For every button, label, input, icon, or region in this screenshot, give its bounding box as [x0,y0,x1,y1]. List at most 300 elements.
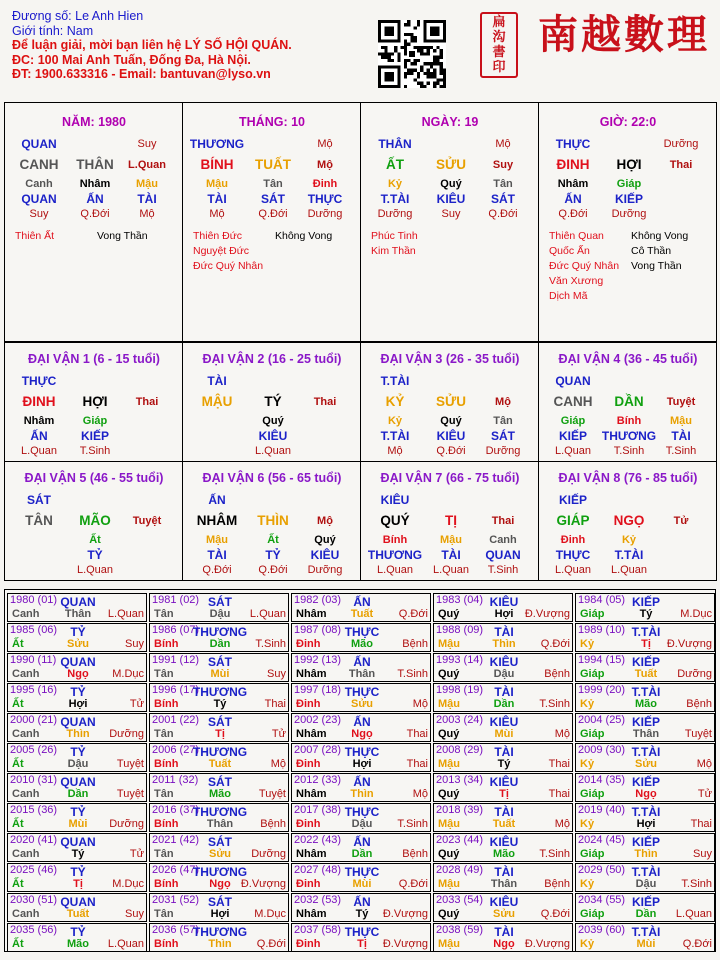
year-label: 2031 (52) [152,894,200,906]
star-bad: Cô Thần [631,245,672,257]
hidden-stem-god: TÀI [137,192,157,206]
hidden-stem-god: THỰC [555,548,591,562]
year-cell [291,593,431,622]
year-branch: Ngọ [635,788,657,800]
year-ten-god: SÁT [208,895,232,909]
year-ten-god: TÀI [494,865,514,879]
year-label: 2007 (28) [294,744,342,756]
year-ten-god: T.TÀI [631,805,661,819]
year-label: 2000 (21) [10,714,58,726]
year-ten-god: T.TÀI [631,745,661,759]
year-label: 1988 (09) [436,624,484,636]
dai-van-2 [182,342,361,462]
year-cell [291,893,431,922]
pillar-earthly-branch: HỢI [616,157,642,172]
year-stem: Bính [154,878,179,890]
year-cell [149,623,289,652]
year-label: 1995 (16) [10,684,58,696]
hidden-stem-god: THỰC [307,192,343,206]
year-stem: Tân [154,608,174,620]
hidden-stem: Tân [263,178,283,190]
pillar-3 [360,102,539,342]
year-branch: Ngọ [351,728,373,740]
year-stem: Ất [12,698,24,710]
seal-glyph: 沟 [492,30,506,45]
year-label: 2020 (41) [10,834,58,846]
year-state: T.Sinh [255,638,286,650]
hidden-stem-state: T.Sinh [79,445,111,457]
star-bad: Không Vong [275,230,333,242]
year-stem: Quý [438,788,460,800]
dai-van-stem: QUÝ [380,513,410,528]
year-ten-god: THƯƠNG [192,625,248,639]
year-branch: Mùi [68,818,88,830]
hidden-stem-god: THƯƠNG [601,429,657,443]
hidden-stem-god: QUAN [485,548,521,562]
hidden-stem: Giáp [616,178,642,190]
dai-van-state: Thai [313,396,337,408]
hidden-stem-god: ẤN [30,429,48,443]
year-state: Tử [129,698,144,710]
hidden-stem: Mậu [670,415,692,427]
star-bad: Không Vong [631,230,689,242]
year-state: Q.Đới [398,878,428,890]
seal-glyph: 扁 [492,15,506,30]
star-bad: Vong Thần [631,260,682,272]
year-stem: Nhâm [296,788,327,800]
hidden-stem: Canh [489,534,517,546]
pillar-title: THÁNG: 10 [239,115,305,129]
year-branch: Tuất [66,908,90,920]
year-cell [433,773,573,802]
hidden-stem-god: THƯƠNG [367,548,423,562]
year-cell [7,833,147,862]
year-stem: Tân [154,908,174,920]
year-ten-god: THỰC [344,625,380,639]
year-stem: Bính [154,818,179,830]
year-branch: Sửu [492,908,516,920]
year-stem: Đinh [296,818,321,830]
year-branch: Dậu [351,818,373,830]
dai-van-stem: MẬU [201,394,233,409]
star-good: Thiên Đức [193,230,243,242]
dai-van-god: KIÊU [380,493,410,507]
year-cell [575,593,715,622]
year-label: 1986 (07) [152,624,200,636]
year-label: 1981 (02) [152,594,200,606]
hidden-stem-state: Q.Đới [258,208,288,220]
year-stem: Giáp [580,668,605,680]
hidden-stem-state: L.Quan [76,564,114,576]
hidden-stem-state: Q.Đới [558,208,588,220]
hidden-stem: Canh [25,178,53,190]
dai-van-branch: TÝ [264,394,282,409]
year-ten-god: QUAN [60,595,96,609]
year-state: Đ.Vượng [524,608,570,620]
year-label: 1999 (20) [578,684,626,696]
year-ten-god: T.TÀI [631,685,661,699]
owner-info-line: Đương số: Le Anh Hien [12,9,144,23]
year-label: 2011 (32) [152,774,199,786]
year-branch: Tý [497,758,511,770]
year-ten-god: THƯƠNG [192,685,248,699]
year-label: 1985 (06) [10,624,58,636]
year-cell [433,683,573,712]
year-ten-god: KIẾP [631,775,660,789]
year-stem: Canh [12,908,40,920]
year-stem: Nhâm [296,608,327,620]
year-stem: Giáp [580,728,605,740]
qr-code-icon [378,20,446,88]
year-label: 1996 (17) [152,684,200,696]
year-label: 1991 (12) [152,654,200,666]
year-ten-god: KIÊU [489,835,519,849]
hidden-stem-state: Mộ [209,208,225,220]
year-cell [575,623,715,652]
year-cell [433,833,573,862]
year-branch: Tuất [208,758,232,770]
year-cell [7,593,147,622]
year-cell [7,923,147,952]
year-branch: Tị [357,938,367,950]
pillar-stem-god: THÂN [378,137,412,151]
year-stem: Quý [438,908,460,920]
year-cell [149,713,289,742]
year-ten-god: KIÊU [489,715,519,729]
hidden-stem-state: Q.Đới [258,564,288,576]
year-stem: Đinh [296,758,321,770]
year-cell [575,833,715,862]
year-stem: Tân [154,728,174,740]
hidden-stem-god: T.TÀI [380,192,410,206]
hidden-stem: Nhâm [557,178,589,190]
year-cell [7,773,147,802]
year-cell [291,623,431,652]
hidden-stem-god: ẤN [564,192,582,206]
star-good: Kim Thần [371,245,416,257]
year-branch: Thìn [634,848,658,860]
dai-van-title: ĐẠI VẬN 2 (16 - 25 tuổi) [202,352,342,366]
year-ten-god: KIÊU [489,895,519,909]
hidden-stem: Ất [89,534,101,546]
year-cell [149,863,289,892]
year-state: M.Dục [112,878,144,890]
hidden-stem-god: SÁT [491,192,515,206]
hidden-stem-god: KIẾP [80,429,110,443]
year-ten-god: TÀI [494,925,514,939]
year-label: 2012 (33) [294,774,342,786]
year-cell [149,833,289,862]
dai-van-3 [360,342,539,462]
dai-van-title: ĐẠI VẬN 3 (26 - 35 tuổi) [380,352,520,366]
year-ten-god: KIÊU [489,655,519,669]
year-state: Thai [406,758,428,770]
star-good: Quốc Ấn [549,245,590,257]
year-branch: Thân [206,818,234,830]
year-stem: Kỷ [580,698,595,710]
star-good: Đức Quý Nhân [193,260,264,272]
year-state: Dưỡng [109,818,144,830]
hidden-stem-god: KIÊU [436,429,466,443]
year-ten-god: THƯƠNG [192,745,248,759]
seal-glyph: 書 [492,45,506,60]
year-label: 2002 (23) [294,714,342,726]
year-label: 2016 (37) [152,804,200,816]
year-label: 1993 (14) [436,654,484,666]
dai-van-1 [4,342,183,462]
year-stem: Đinh [296,938,321,950]
year-ten-god: THỰC [344,865,380,879]
year-branch: Mão [493,848,515,860]
year-branch: Ngọ [493,938,515,950]
pillar-stem-state: Mộ [317,138,333,150]
pillar-title: NGÀY: 19 [421,115,479,129]
hidden-stem: Nhâm [79,178,111,190]
hidden-stem-state: L.Quan [254,445,292,457]
dai-van-title: ĐẠI VẬN 4 (36 - 45 tuổi) [558,352,698,366]
year-cell [7,863,147,892]
year-stem: Mậu [438,698,460,710]
year-branch: Dậu [209,608,231,620]
year-ten-god: TÀI [494,685,514,699]
year-ten-god: QUAN [60,775,96,789]
year-stem: Ất [12,758,24,770]
dai-van-god: ẤN [208,493,226,507]
year-cell [575,653,715,682]
hidden-stem: Mậu [206,534,228,546]
year-ten-god: TỶ [70,685,86,699]
year-stem: Mậu [438,758,460,770]
pillar-heavenly-stem: ĐINH [556,157,590,172]
dai-van-6 [182,461,361,581]
year-cell [575,773,715,802]
year-state: T.Sinh [681,878,712,890]
year-state: Bệnh [544,668,570,680]
contact-info-line: ĐC: 100 Mai Anh Tuấn, Đống Đa, Hà Nội. [12,52,251,67]
year-label: 2024 (45) [578,834,626,846]
year-state: Bệnh [402,638,428,650]
year-ten-god: QUAN [60,655,96,669]
year-ten-god: THỰC [344,745,380,759]
year-state: Mộ [554,728,570,740]
year-branch: Mão [635,698,657,710]
year-state: Tuyệt [116,788,144,800]
seal-glyph: 印 [492,60,506,75]
year-branch: Sửu [634,758,658,770]
year-branch: Dần [493,698,515,710]
year-cell [291,803,431,832]
hidden-stem-god: KIẾP [614,192,644,206]
year-state: Tuyệt [258,788,286,800]
contact-info-line: Để luận giải, mời bạn liên hệ LÝ SỐ HỘI QUÁN. [12,38,292,53]
year-cell [433,923,573,952]
year-stem: Kỷ [580,638,595,650]
year-branch: Tuất [492,818,516,830]
year-state: Bệnh [686,698,712,710]
year-label: 2036 (57) [152,924,200,936]
annual-table-frame [4,589,716,952]
year-stem: Đinh [296,698,321,710]
year-cell [433,863,573,892]
dai-van-8 [538,461,717,581]
pillar-heavenly-stem: CANH [19,157,59,172]
year-ten-god: SÁT [208,595,232,609]
year-ten-god: THƯƠNG [192,865,248,879]
year-label: 2039 (60) [578,924,626,936]
hidden-stem-state: Dưỡng [377,208,413,220]
dai-van-branch: SỬU [436,394,466,409]
year-cell [149,743,289,772]
pillar-branch-state: L.Quan [128,159,166,171]
year-stem: Canh [12,848,40,860]
year-cell [7,683,147,712]
year-stem: Canh [12,668,40,680]
year-state: Tử [271,728,286,740]
year-label: 1983 (04) [436,594,484,606]
hidden-stem-god: KIÊU [258,429,288,443]
year-state: Thai [548,788,570,800]
year-branch: Dậu [493,668,515,680]
year-stem: Canh [12,728,40,740]
year-ten-god: KIÊU [489,775,519,789]
year-ten-god: KIẾP [631,595,660,609]
year-stem: Kỷ [580,758,595,770]
pillar-earthly-branch: TUẤT [255,157,291,172]
owner-info-line: Giới tính: Nam [12,23,94,38]
year-state: Mộ [412,788,428,800]
year-branch: Mùi [210,668,230,680]
year-stem: Đinh [296,638,321,650]
year-cell [291,683,431,712]
hidden-stem: Quý [314,534,336,546]
dai-van-title: ĐẠI VẬN 8 (76 - 85 tuổi) [558,471,698,485]
hidden-stem-god: TÀI [207,192,227,206]
dai-van-5 [4,461,183,581]
year-branch: Tý [355,908,369,920]
year-branch: Hợi [494,608,514,620]
year-stem: Canh [12,788,40,800]
hidden-stem-god: T.TÀI [380,429,410,443]
hidden-stem-state: Dưỡng [611,208,647,220]
year-ten-god: TỶ [70,745,86,759]
year-cell [7,893,147,922]
dai-van-stem: ĐINH [22,394,56,409]
year-stem: Kỷ [580,878,595,890]
hidden-stem-state: Dưỡng [485,445,521,457]
year-cell [149,923,289,952]
year-cell [291,923,431,952]
year-cell [433,593,573,622]
chart-header [12,9,362,82]
year-cell [575,683,715,712]
year-state: Đ.Vượng [382,938,428,950]
year-ten-god: ẤN [353,655,371,669]
hidden-stem: Mậu [206,178,228,190]
hidden-stem-god: QUAN [21,192,57,206]
year-ten-god: KIẾP [631,655,660,669]
pillar-1 [4,102,183,342]
year-cell [433,803,573,832]
hidden-stem: Kỷ [387,415,403,427]
year-state: Thai [406,728,428,740]
year-state: Q.Đới [540,908,570,920]
year-ten-god: TỶ [70,865,86,879]
hidden-stem-god: SÁT [491,429,515,443]
year-label: 2029 (50) [578,864,626,876]
year-state: M.Dục [680,608,712,620]
year-branch: Ngọ [67,668,89,680]
year-label: 2032 (53) [294,894,342,906]
year-state: Đ.Vượng [666,638,712,650]
year-state: Đ.Vượng [382,908,428,920]
star-good: Đức Quý Nhân [549,260,620,272]
year-state: Q.Đới [398,608,428,620]
dai-van-branch: HỢI [82,394,108,409]
year-ten-god: ẤN [353,715,371,729]
hidden-stem: Tân [493,415,513,427]
year-ten-god: ẤN [353,775,371,789]
year-state: Mộ [412,698,428,710]
year-ten-god: THỰC [344,685,380,699]
year-branch: Tị [215,728,225,740]
year-label: 1994 (15) [578,654,626,666]
dai-van-branch: THÌN [257,513,289,528]
year-cell [7,623,147,652]
year-cell [7,653,147,682]
dai-van-branch: DẦN [614,394,644,409]
year-cell [433,743,573,772]
year-state: Thai [548,758,570,770]
hidden-stem-god: KIẾP [558,429,588,443]
year-cell [291,863,431,892]
year-stem: Canh [12,608,40,620]
year-state: Mộ [696,758,712,770]
hidden-stem-god: ẤN [86,192,104,206]
hidden-stem-god: TÀI [671,429,691,443]
year-stem: Mậu [438,638,460,650]
year-cell [575,893,715,922]
year-state: Suy [693,848,712,860]
dai-van-title: ĐẠI VẬN 7 (66 - 75 tuổi) [380,471,520,485]
year-branch: Hợi [68,698,88,710]
hidden-stem-state: Q.Đới [202,564,232,576]
star-good: Nguyệt Đức [193,245,250,257]
star-good: Thiên Ất [15,230,55,242]
year-label: 2015 (36) [10,804,58,816]
logo-seal [480,12,518,78]
year-stem: Quý [438,728,460,740]
year-label: 2001 (22) [152,714,200,726]
year-ten-god: TÀI [494,625,514,639]
hidden-stem-state: Mộ [387,445,403,457]
year-label: 1989 (10) [578,624,626,636]
year-stem: Bính [154,758,179,770]
year-state: Bệnh [544,878,570,890]
hidden-stem-state: T.Sinh [665,445,697,457]
year-label: 2017 (38) [294,804,342,816]
hidden-stem-state: L.Quan [554,445,592,457]
hidden-stem-state: Q.Đới [436,445,466,457]
year-ten-god: QUAN [60,895,96,909]
year-branch: Thìn [66,728,90,740]
hidden-stem: Đinh [560,534,586,546]
year-ten-god: TỶ [70,925,86,939]
year-branch: Tuất [634,668,658,680]
year-state: T.Sinh [539,848,570,860]
hidden-stem-god: KIÊU [310,548,340,562]
hidden-stem-state: L.Quan [432,564,470,576]
year-label: 2018 (39) [436,804,484,816]
